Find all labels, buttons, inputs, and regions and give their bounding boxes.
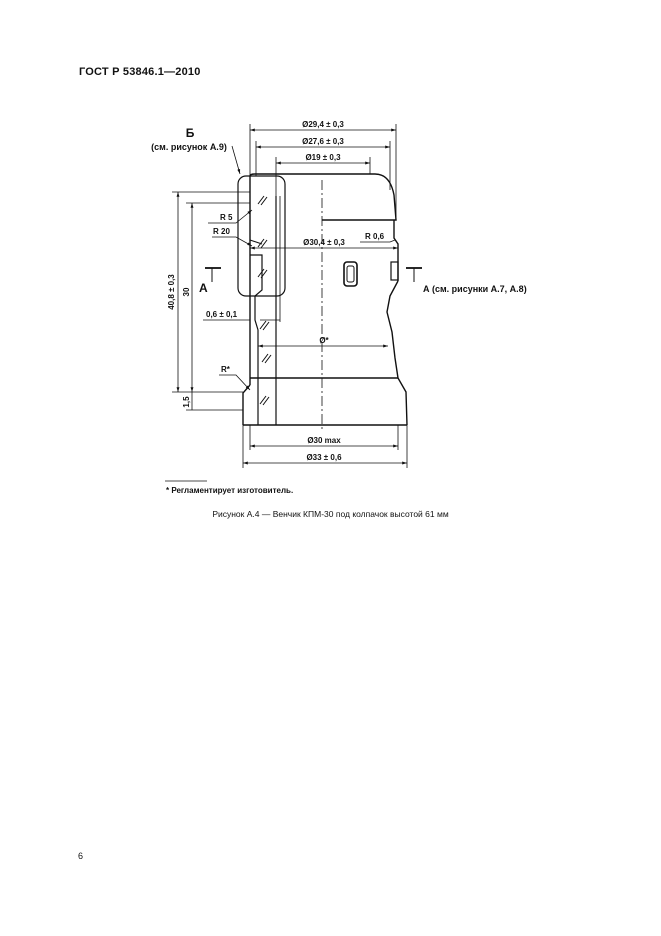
section-label-left: А [199, 281, 208, 295]
dim-d-inner: Ø* [319, 336, 329, 345]
dim-rstar: R* [221, 365, 230, 374]
part-outline [243, 174, 407, 425]
document-header: ГОСТ Р 53846.1—2010 [79, 66, 201, 78]
page-number: 6 [78, 851, 84, 861]
footnote: * Регламентирует изготовитель. [166, 486, 294, 495]
section-label-right: А (см. рисунки А.7, А.8) [423, 284, 527, 294]
dim-h-total: 40,8 ± 0,3 [167, 274, 176, 310]
dim-h-base: 1,5 [182, 396, 191, 408]
dim-d-top-mid: Ø27,6 ± 0,3 [302, 137, 344, 146]
view-reference: (см. рисунок А.9) [151, 142, 227, 152]
dim-r20: R 20 [213, 227, 230, 236]
dim-d-mid: Ø30,4 ± 0,3 [303, 238, 345, 247]
dim-d-base-outer: Ø33 ± 0,6 [306, 453, 342, 462]
dim-gap: 0,6 ± 0,1 [206, 310, 238, 319]
hatching [258, 196, 271, 405]
dim-r06: R 0,6 [365, 232, 385, 241]
dim-d-top-inner: Ø19 ± 0,3 [305, 153, 341, 162]
figure-caption: Рисунок А.4 — Венчик КПМ-30 под колпачок высотой 61 мм [212, 509, 449, 519]
dim-h-body: 30 [182, 287, 191, 297]
dim-d-top-outer: Ø29,4 ± 0,3 [302, 120, 344, 129]
dim-d-base-inner: Ø30 max [307, 436, 341, 445]
view-label: Б [185, 126, 195, 140]
dim-r5: R 5 [220, 213, 233, 222]
